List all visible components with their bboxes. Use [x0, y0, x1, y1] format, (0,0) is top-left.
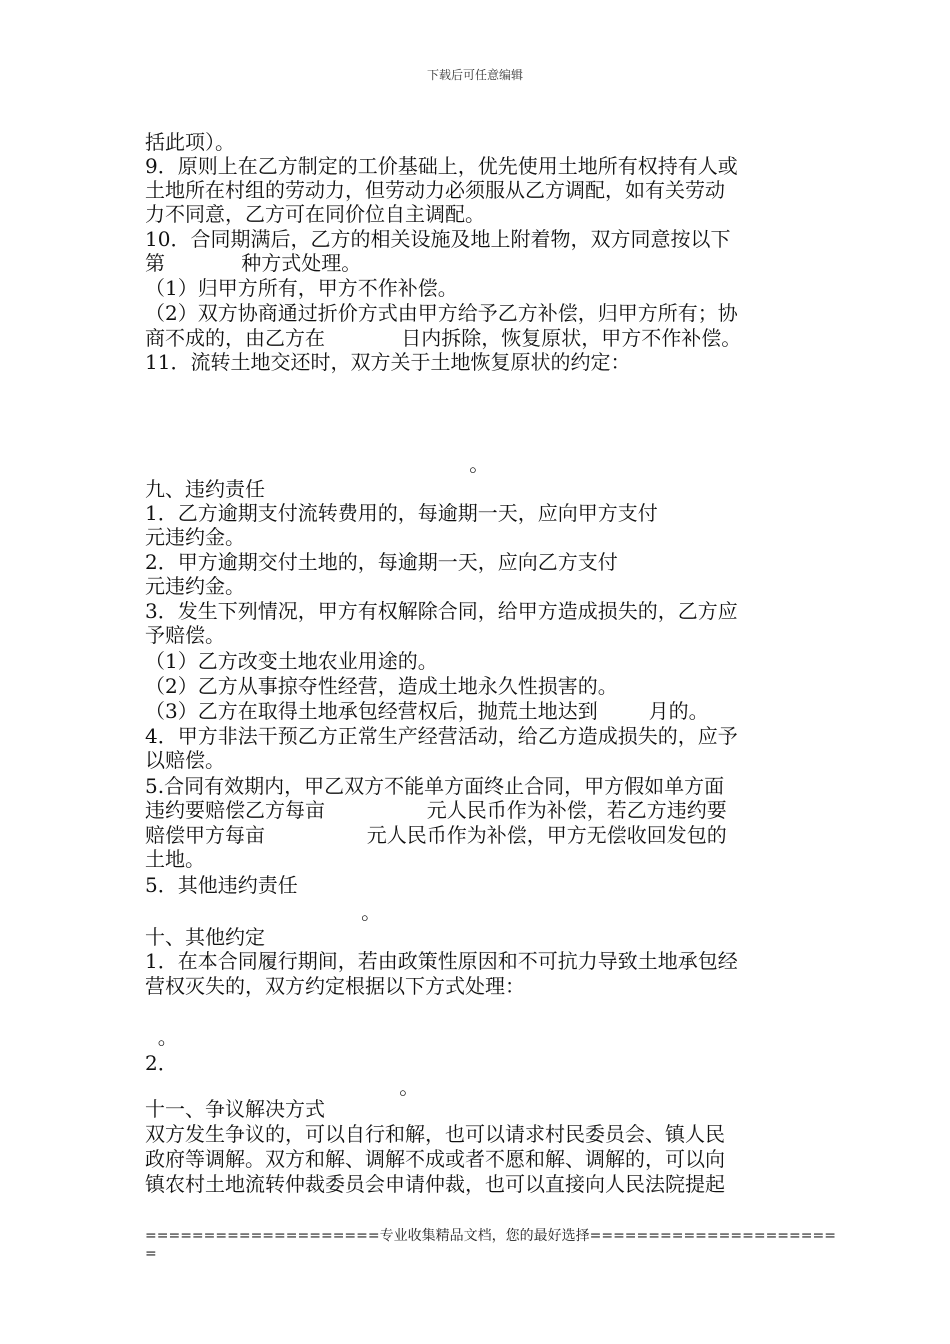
text-line: 9．原则上在乙方制定的工价基础上，优先使用土地所有权持有人或 [145, 154, 738, 178]
text-line: 4．甲方非法干预乙方正常生产经营活动，给乙方造成损失的，应予 [145, 724, 738, 748]
text-line: 镇农村土地流转仲裁委员会申请仲裁，也可以直接向人民法院提起 [145, 1172, 725, 1196]
text-line: 1．在本合同履行期间，若由政策性原因和不可抗力导致土地承包经 [145, 949, 738, 973]
text-line: 土地所在村组的劳动力，但劳动力必须服从乙方调配，如有关劳动 [145, 178, 725, 202]
text-line: 。 [145, 1025, 178, 1049]
text-line: 3．发生下列情况，甲方有权解除合同，给甲方造成损失的，乙方应 [145, 599, 738, 623]
section-heading: 九、违约责任 [145, 477, 265, 501]
text-line: 。 [145, 900, 382, 924]
text-line: 以赔偿。 [145, 748, 225, 772]
text-line: （3）乙方在取得土地承包经营权后，抛荒土地达到 月的。 [145, 699, 709, 723]
text-line: 违约要赔偿乙方每亩 元人民币作为补偿，若乙方违约要 [145, 798, 727, 822]
text-line: （2）乙方从事掠夺性经营，造成土地永久性损害的。 [145, 674, 618, 698]
text-line: 双方发生争议的，可以自行和解，也可以请求村民委员会、镇人民 [145, 1122, 725, 1146]
page-footer: ====================专业收集精品文档，您的最好选择===================== [145, 1228, 836, 1244]
page-footer-continuation: = [145, 1246, 157, 1262]
text-line: （1）乙方改变土地农业用途的。 [145, 649, 438, 673]
text-line: 营权灭失的，双方约定根据以下方式处理： [145, 974, 525, 998]
text-line: 商不成的，由乙方在 日内拆除，恢复原状，甲方不作补偿。 [145, 326, 742, 350]
text-line: 政府等调解。双方和解、调解不成或者不愿和解、调解的，可以向 [145, 1147, 725, 1171]
text-line: 予赔偿。 [145, 623, 225, 647]
text-line: 赔偿甲方每亩 元人民币作为补偿，甲方无偿收回发包的 [145, 823, 727, 847]
text-line: 第 种方式处理。 [145, 251, 362, 275]
text-line: 2．甲方逾期交付土地的，每逾期一天，应向乙方支付 [145, 550, 618, 574]
text-line: 。 [145, 452, 490, 476]
text-line: 元违约金。 [145, 525, 245, 549]
text-line: 10．合同期满后，乙方的相关设施及地上附着物，双方同意按以下 [145, 227, 731, 251]
text-line: 5．其他违约责任 [145, 873, 298, 897]
text-line: （2）双方协商通过折价方式由甲方给予乙方补偿，归甲方所有；协 [145, 301, 738, 325]
text-line: 力不同意，乙方可在同价位自主调配。 [145, 202, 485, 226]
text-line: 1．乙方逾期支付流转费用的，每逾期一天，应向甲方支付 [145, 501, 658, 525]
text-line: 括此项）。 [145, 130, 235, 154]
section-heading: 十、其他约定 [145, 925, 265, 949]
page-header: 下载后可任意编辑 [426, 68, 523, 82]
text-line: （1）归甲方所有，甲方不作补偿。 [145, 276, 458, 300]
text-line: 土地。 [145, 847, 205, 871]
text-line: 2． [145, 1051, 178, 1075]
section-heading: 十一、争议解决方式 [145, 1097, 325, 1121]
text-line: 5.合同有效期内，甲乙双方不能单方面终止合同，甲方假如单方面 [145, 774, 725, 798]
text-line: 。 [145, 1075, 420, 1099]
text-line: 元违约金。 [145, 574, 245, 598]
text-line: 11．流转土地交还时，双方关于土地恢复原状的约定： [145, 350, 631, 374]
